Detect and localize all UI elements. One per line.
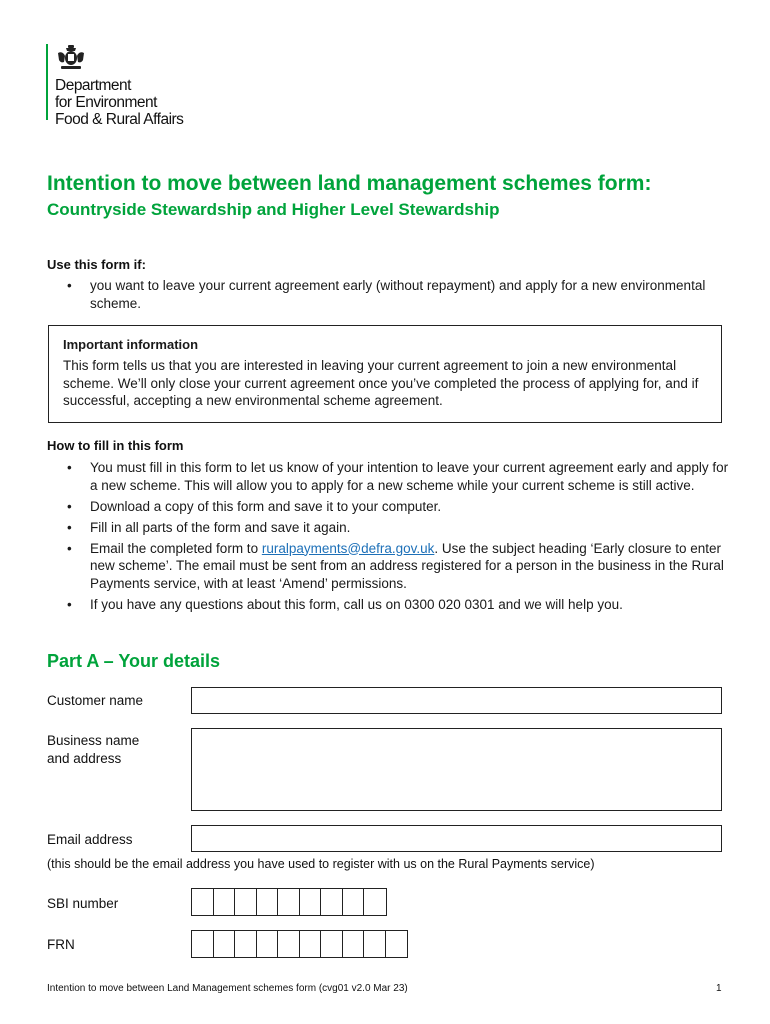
use-form-list: [62, 277, 732, 316]
form-title: Intention to move between land management schemes form:: [47, 172, 652, 195]
important-info-box: [48, 325, 722, 423]
frn-digit-box[interactable]: [278, 931, 300, 957]
business-address-input[interactable]: [191, 728, 722, 811]
how-to-bullet-4: [62, 540, 732, 593]
bullet-4-text-pre: Email the completed form to: [90, 540, 262, 556]
sbi-digit-box[interactable]: [278, 889, 300, 915]
page-number: 1: [716, 983, 722, 994]
frn-digit-box[interactable]: [343, 931, 365, 957]
frn-digit-box[interactable]: [257, 931, 279, 957]
customer-name-label: Customer name: [47, 693, 144, 708]
email-note: (this should be the email address you have used to register with us on the Rural Payments service): [47, 857, 595, 871]
frn-label: FRN: [47, 937, 75, 952]
how-to-bullet-3: • Fill in all parts of the form and save it again.: [62, 519, 732, 537]
how-to-list: [62, 459, 732, 617]
frn-digit-box[interactable]: [192, 931, 214, 957]
sbi-digit-box[interactable]: [321, 889, 343, 915]
form-subtitle: Countryside Stewardship and Higher Level Stewardship: [47, 200, 500, 219]
frn-digit-box[interactable]: [364, 931, 386, 957]
frn-input[interactable]: [191, 930, 408, 958]
logo-line-2: for Environment: [55, 94, 157, 111]
royal-crest-icon: [55, 44, 87, 70]
how-to-bullet-1: • You must fill in this form to let us know of your intention to leave your current agreement early and apply for a new scheme. This will allow you to apply for a new scheme while your current scheme is still active.: [62, 459, 732, 494]
sbi-digit-box[interactable]: [364, 889, 386, 915]
use-form-bullet: • you want to leave your current agreement early (without repayment) and apply for a new environmental scheme.: [62, 277, 732, 312]
sbi-digit-box[interactable]: [343, 889, 365, 915]
sbi-digit-box[interactable]: [300, 889, 322, 915]
logo-line-1: Department: [55, 77, 131, 94]
bullet-4-text-post: . Use the subject heading ‘Early closure to enter new scheme’. The email must be sent from an address registered for a person in the business in the Rural Payments service, with at least ‘Amend’ permissions.: [90, 540, 724, 591]
frn-digit-box[interactable]: [321, 931, 343, 957]
frn-digit-box[interactable]: [235, 931, 257, 957]
frn-digit-box[interactable]: [386, 931, 408, 957]
sbi-digit-box[interactable]: [214, 889, 236, 915]
how-to-heading: How to fill in this form: [47, 438, 184, 453]
part-a-heading: Part A – Your details: [47, 651, 221, 671]
sbi-digit-box[interactable]: [192, 889, 214, 915]
how-to-bullet-5: • If you have any questions about this form, call us on 0300 020 0301 and we will help you.: [62, 596, 732, 614]
sbi-digit-box[interactable]: [257, 889, 279, 915]
frn-digit-box[interactable]: [214, 931, 236, 957]
customer-name-input[interactable]: [191, 687, 722, 714]
footer-form-reference: Intention to move between Land Management schemes form (cvg01 v2.0 Mar 23): [47, 983, 408, 994]
important-info-text: This form tells us that you are interested in leaving your current agreement to join a new environmental scheme. We’ll only close your current agreement once you’ve completed the process of applying for, and if successful, accepting a new environmental scheme agreement.: [63, 358, 699, 408]
how-to-bullet-2: • Download a copy of this form and save it to your computer.: [62, 498, 732, 516]
important-info-heading: Important information: [63, 337, 199, 352]
defra-logo: [46, 44, 184, 128]
use-form-heading: Use this form if:: [47, 257, 146, 272]
logo-line-3: Food & Rural Affairs: [55, 111, 184, 128]
business-label-line-2: and address: [47, 751, 122, 766]
sbi-digit-box[interactable]: [235, 889, 257, 915]
frn-digit-box[interactable]: [300, 931, 322, 957]
sbi-label: SBI number: [47, 896, 119, 911]
email-input[interactable]: [191, 825, 722, 852]
business-label-line-1: Business name: [47, 733, 140, 748]
email-label: Email address: [47, 832, 133, 847]
sbi-number-input[interactable]: [191, 888, 387, 916]
email-link[interactable]: ruralpayments@defra.gov.uk: [261, 540, 435, 556]
